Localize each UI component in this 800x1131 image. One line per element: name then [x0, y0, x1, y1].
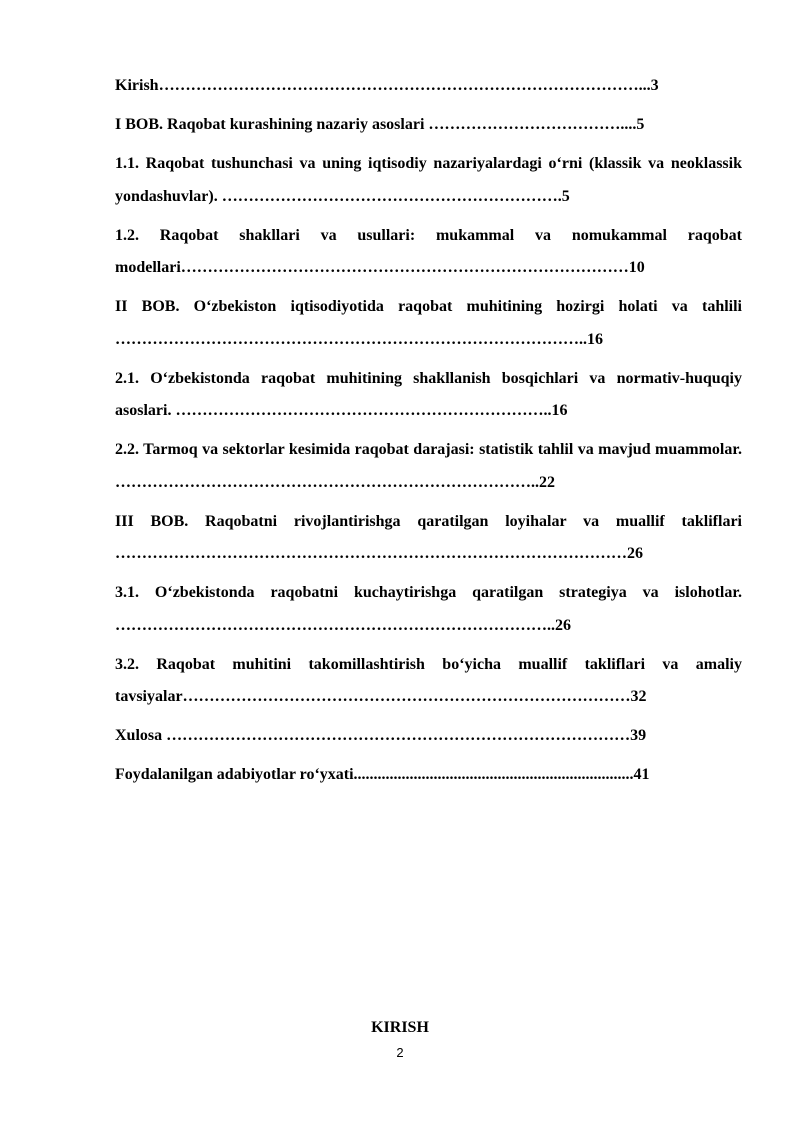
toc-entry-introduction: Kirish………………………………………………………………………………...3: [115, 77, 659, 94]
toc-entry-references: Foydalanilgan adabiyotlar ro‘yxati......................................................................41: [115, 766, 650, 783]
toc-entry-chapter-3: III BOB. Raqobatni rivojlantirishga qaratilgan loyihalar va muallif takliflari ……………………………………………………………………………………26: [115, 512, 742, 562]
toc-entry-chapter-1: I BOB. Raqobat kurashining nazariy asoslari ………………………………....5: [115, 116, 645, 133]
table-of-contents: [115, 70, 742, 798]
toc-entry-section-3-2: 3.2. Raqobat muhitini takomillashtirish bo‘yicha muallif takliflari va amaliy tavsiyalar…………………………………………………………………………32: [115, 655, 742, 705]
toc-entry-section-1-2: 1.2. Raqobat shakllari va usullari: mukammal va nomukammal raqobat modellari…………………………………………………………………………10: [115, 226, 742, 276]
toc-entry-conclusion: Xulosa ……………………………………………………………………………39: [115, 727, 647, 744]
section-heading: KIRISH: [371, 1019, 429, 1036]
toc-entry-section-2-1: 2.1. O‘zbekistonda raqobat muhitining shakllanish bosqichlari va normativ-huquqiy asoslari. ……………………………………………………………..16: [115, 369, 742, 419]
toc-entry-section-2-2: 2.2. Tarmoq va sektorlar kesimida raqobat darajasi: statistik tahlil va mavjud muammolar. ……………………………………………………………………..22: [115, 441, 742, 491]
toc-entry-section-1-1: 1.1. Raqobat tushunchasi va uning iqtisodiy nazariyalardagi o‘rni (klassik va neoklassik yondashuvlar). ……………………………………………………….5: [115, 155, 742, 205]
toc-entry-chapter-2: II BOB. O‘zbekiston iqtisodiyotida raqobat muhitining hozirgi holati va tahlili ……………………………………………………………………………..16: [115, 298, 742, 348]
page-number: 2: [396, 1045, 404, 1060]
toc-entry-section-3-1: 3.1. O‘zbekistonda raqobatni kuchaytirishga qaratilgan strategiya va islohotlar. ………………………………………………………………………..26: [115, 584, 742, 634]
